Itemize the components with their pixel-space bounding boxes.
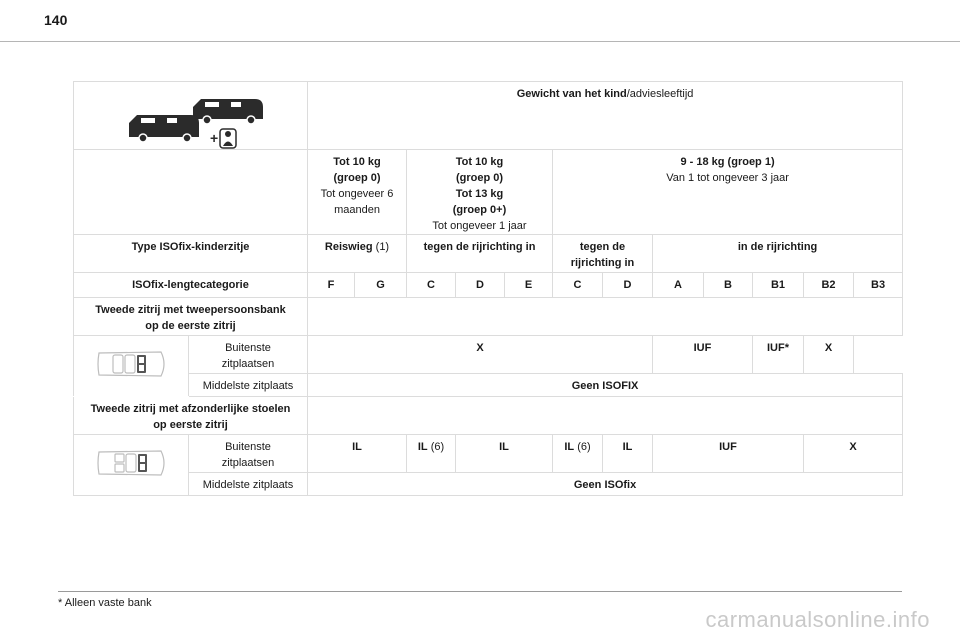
length-row [74,273,903,298]
van-icon [113,93,283,149]
group-label: Tot 13 kg [455,188,504,200]
middle-seat-label: Middelste zitplaats [189,473,308,496]
compat-value: X [849,441,857,453]
empty-cell [308,298,903,336]
type-rear-facing [407,235,553,273]
length-cell: F [308,273,355,298]
compat-cell [603,435,653,473]
seat-plan-cell [74,435,189,496]
compat-cell [553,435,603,473]
length-cell: C [553,273,603,298]
group-age: maanden [334,204,380,216]
type-text: tegen de rijrichting in [423,241,536,253]
section-2-outer-row [74,435,903,473]
section-1-outer-row [74,336,903,374]
weight-header-rest: /adviesleeftijd [626,88,694,100]
type-carrycot [308,235,407,273]
empty-cell [74,150,308,235]
group-label: (groep 0+) [452,204,507,216]
compat-value: IL [622,441,633,453]
type-text: in de rijrichting [737,241,818,253]
section-2-row [74,397,903,435]
type-text: tegen de [579,241,626,253]
type-rear-facing-2 [553,235,653,273]
compat-cell [456,435,553,473]
group-age: Tot ongeveer 1 jaar [432,220,527,232]
section-1-title [74,298,308,336]
compat-cell [407,435,456,473]
compat-value: IL [499,441,509,453]
section-2-title [74,397,308,435]
compat-cell: IUF [653,336,753,374]
length-cell: B3 [854,273,903,298]
length-cell: B1 [753,273,804,298]
vehicle-icons-cell [74,82,308,150]
type-forward-facing [653,235,903,273]
weight-header-bold: Gewicht van het kind [516,88,627,100]
type-text: rijrichting in [570,257,635,269]
group-label: Tot 10 kg [455,156,504,168]
watermark: carmanualsonline.info [705,607,930,632]
compat-cell [804,435,903,473]
section-title-line: Tweede zitrij met afzonderlijke stoelen [90,403,291,415]
isofix-table [73,81,903,496]
length-cell: E [505,273,553,298]
section-title-line: Tweede zitrij met tweepersoonsbank [95,304,286,316]
compat-cell: IUF* [753,336,804,374]
outer-seats-label [189,435,308,473]
outer-seats-text: zitplaatsen [221,358,275,370]
group-0plus-cell [407,150,553,235]
footnote: * Alleen vaste bank [58,597,152,609]
group-age: Tot ongeveer 6 [320,188,394,200]
compat-note: (6) [574,441,591,453]
footnote-divider [58,591,902,592]
length-cell: B2 [804,273,854,298]
compat-value: IL [417,441,428,453]
length-cell: D [603,273,653,298]
svg-text:+: + [210,130,219,146]
compat-cell: X [308,336,653,374]
type-note: (1) [372,241,390,253]
seat-layout-icon [91,442,171,484]
section-title-line: op de eerste zitrij [145,320,236,332]
length-cell: B [704,273,753,298]
group-label: 9 - 18 kg (groep 1) [680,156,775,168]
seat-layout-icon [91,343,171,385]
outer-seats-text: zitplaatsen [221,457,275,469]
group-label: (groep 0) [455,172,504,184]
length-label: ISOfix-lengtecategorie [74,273,308,298]
middle-seat-label: Middelste zitplaats [189,374,308,397]
header-divider [0,41,960,42]
child-seat-icon [220,129,236,148]
section-1-row [74,298,903,336]
length-cell: C [407,273,456,298]
compat-value: IUF [719,441,737,453]
seat-plan-cell [74,336,189,397]
outer-seats-label [189,336,308,374]
section-title-line: op eerste zitrij [153,419,228,431]
compat-note: (6) [427,441,445,453]
page-number: 140 [44,12,68,28]
compat-value: IL [564,441,575,453]
weight-groups-row [74,150,903,235]
weight-header [308,82,903,150]
group-label: (groep 0) [333,172,381,184]
type-row [74,235,903,273]
middle-seat-value: Geen ISOFIX [308,374,903,397]
compat-value: IL [352,441,362,453]
type-text: Reiswieg [324,241,373,253]
compat-cell: X [804,336,854,374]
length-cell: G [355,273,407,298]
group-1-cell [553,150,903,235]
length-cell: D [456,273,505,298]
empty-cell [308,397,903,435]
section-2-middle-row [74,473,903,496]
middle-seat-value: Geen ISOfix [308,473,903,496]
group-age: Van 1 tot ongeveer 3 jaar [666,172,789,184]
outer-seats-text: Buitenste [225,441,271,453]
section-1-middle-row [74,374,903,397]
compat-cell [653,435,804,473]
length-cell: A [653,273,704,298]
table-header-row [74,82,903,150]
group-label: Tot 10 kg [333,156,381,168]
type-label: Type ISOfix-kinderzitje [74,235,308,273]
compat-cell [308,435,407,473]
outer-seats-text: Buitenste [225,342,271,354]
group-0-cell [308,150,407,235]
